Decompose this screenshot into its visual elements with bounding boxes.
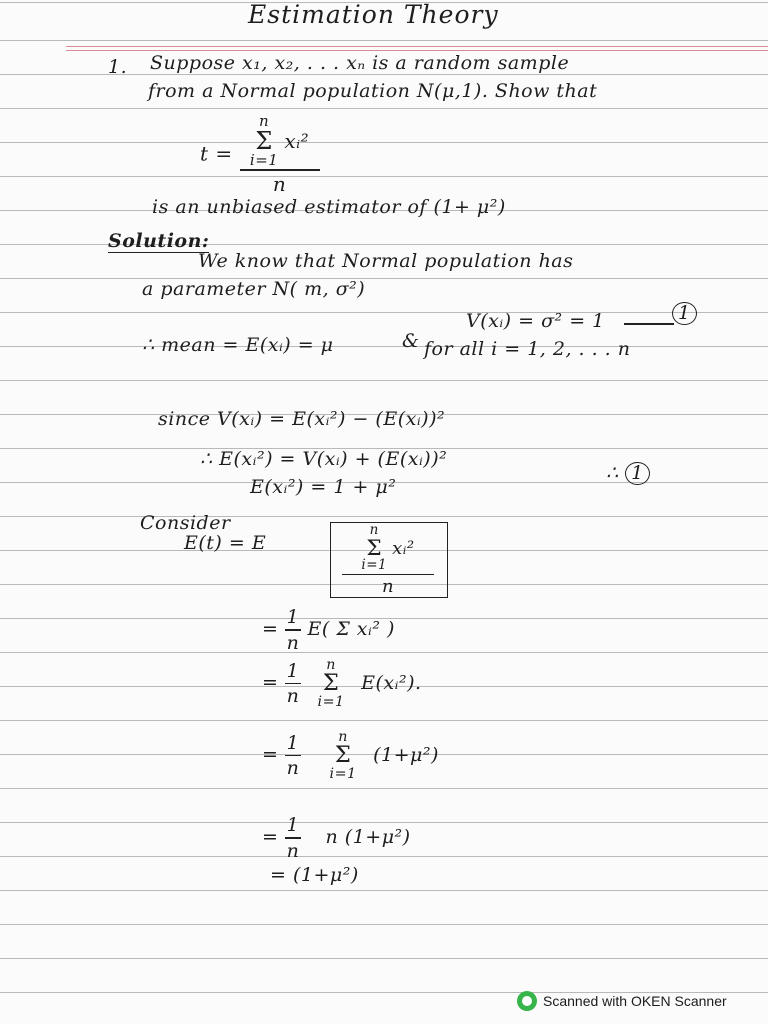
et-lhs: E(t) = E: [184, 532, 267, 554]
equation-arrow-line: [624, 323, 674, 325]
watermark-text: Scanned with OKEN Scanner: [543, 993, 727, 1009]
t-sigma: [250, 114, 278, 168]
equation-tag-1: 1: [672, 302, 697, 325]
solution-label: Solution:: [108, 230, 210, 252]
scanner-watermark: [517, 991, 727, 1011]
question-line-2: from a Normal population N(μ,1). Show that: [148, 80, 598, 102]
since-line: since V(xᵢ) = E(xᵢ²) − (E(xᵢ))²: [158, 408, 446, 430]
equation-tag-1b: ∴ 1: [606, 462, 650, 485]
t-sigma-top: n: [259, 112, 270, 130]
header-margin-line: [66, 46, 768, 47]
t-lhs: t =: [200, 141, 233, 166]
question-number: 1.: [108, 56, 128, 78]
therefore-line: ∴ E(xᵢ²) = V(xᵢ) + (E(xᵢ))²: [200, 448, 448, 470]
et-fraction: n Σ i=1 xᵢ² n: [342, 524, 434, 597]
forall-line: for all i = 1, 2, . . . n: [424, 338, 631, 360]
solution-line-2: a parameter N( m, σ²): [142, 278, 366, 300]
fraction-bar: [240, 169, 320, 171]
unbiased-statement: is an unbiased estimator of (1+ μ²): [152, 196, 506, 218]
scanner-logo-icon: [517, 991, 537, 1011]
ampersand: &: [402, 330, 420, 352]
header-margin-line-2: [66, 50, 768, 51]
step-2: = $\frac{1}{n}$ n Σ i=1 E(xᵢ²).: [262, 657, 422, 711]
sigma-symbol: Σ: [255, 127, 273, 155]
mean-line: ∴ mean = E(xᵢ) = μ: [142, 334, 334, 356]
question-line-1: Suppose x₁, x₂, . . . xₙ is a random sample: [150, 52, 570, 74]
solution-line-1: We know that Normal population has: [198, 250, 574, 272]
t-fraction: [240, 114, 320, 196]
consider-label: Consider: [140, 512, 231, 534]
t-sigma-bottom: i=1: [249, 151, 279, 169]
step-5: = (1+μ²): [270, 864, 359, 886]
page-title: Estimation Theory: [248, 0, 499, 29]
step-3: = $\frac{1}{n}$ n Σ i=1 (1+μ²): [262, 729, 439, 783]
t-denominator: n: [272, 171, 287, 196]
step-4: = $\frac{1}{n}$ n (1+μ²): [262, 814, 411, 862]
variance-line: V(xᵢ) = σ² = 1: [466, 310, 605, 332]
t-definition: [200, 114, 320, 196]
exi-line: E(xᵢ²) = 1 + μ²: [250, 476, 397, 498]
step-1: = $\frac{1}{n}$ E( Σ xᵢ² ): [262, 606, 395, 654]
t-numerator-term: xᵢ²: [284, 129, 310, 153]
